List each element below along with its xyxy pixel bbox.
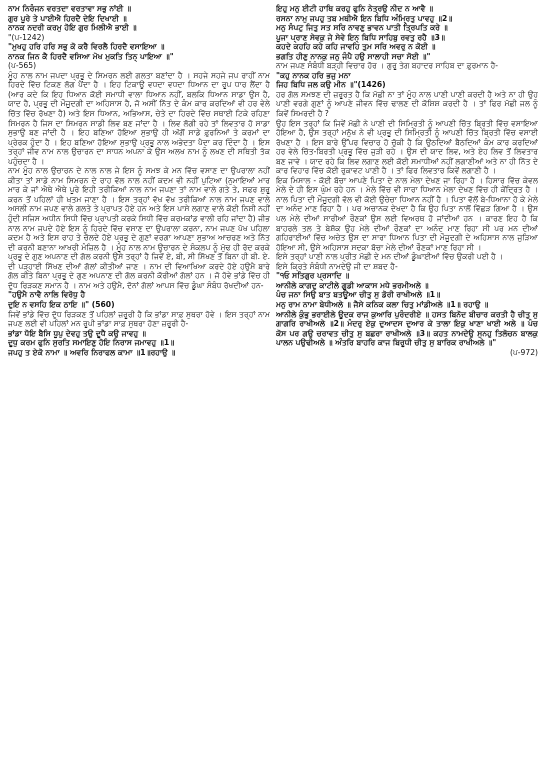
- verse-line: ਨਾਮ ਨਿਰੰਜਨ ਵਰਤਦਾ ਵਰਤਾਵਾ ਸਭੁ ਨਾਂਈ ॥: [8, 4, 132, 13]
- page-reference: (ਪ-972): [509, 347, 538, 357]
- paragraph: ਜਿਵੇਂ ਭਾਂਡੇ ਵਿੱਚ ਦੁੱਧ ਰਿੜਕਣ ਤੋਂ ਪਹਿਲਾਂ ਜ਼ਰੂਰੀ ਹੈ ਕਿ ਭਾਂਡਾ ਸਾਫ਼ ਸੁਥਰਾ ਹੋਵੇ । ਇਸ ਤਰ੍ਹਾਂ ਨਾਮ ਜਪਣ ਲਈ ਵੀ ਪਹਿਲਾਂ ਮਨ ਰੂਪੀ ਭਾਂਡਾ ਸਾਫ਼ ਸੁਥਰਾ ਹੋਣਾ ਜ਼ਰੂਰੀ ਹੈ-: [8, 309, 270, 329]
- paragraph: ਨਾਮ ਜਪਣ ਸੰਬੰਧੀ ਬੜ੍ਹੀ ਵਿਚਾਰ ਹੋਰ । ਗੁਰੂ ਤੇਗ ਬਹਾਦਰ ਸਾਹਿਬ ਦਾ ਫ਼ੁਰਮਾਨ ਹੈ-: [276, 61, 499, 71]
- verse-line: ਨਾਨਕ ਨਦਰੀ ਕਰਮੁ ਹੋਇ ਗੁਰ ਮਿਲੀਐ ਭਾਈ ॥: [8, 23, 137, 33]
- left-column: [8, 4, 270, 759]
- verse-line: ਦੁਇ ਨ ਵਸਹਿ ਇਕ ਠਾਇ ॥" (560): [8, 299, 115, 309]
- verse-line: ਮਨੁ ਸੰਪਟੁ ਜਿਤੁ ਸਤ ਸਰਿ ਨਾਵਣੁ ਭਾਵਨ ਪਾਤੀ ਤ੍ਰਿਪਤਿ ਕਰੇ ॥: [276, 23, 448, 33]
- paragraph: ਨਾਮ ਮੂੰਹ ਨਾਲ ਉਚਾਰਨ ਦੇ ਨਾਲ ਨਾਲ ਜੇ ਇਸ ਨੂੰ ਸਮਝ ਕੇ ਮਨ ਵਿੱਚ ਵਸਾਣ ਦਾ ਉਪਰਾਲਾ ਨਹੀਂ ਕੀਤਾ ਤਾਂ ਸਾਡੇ ਨਾਮ ਸਿਮਰਨ ਦੇ ਰਾਹ ਵੱਲ ਨਾਲ ਨਹੀਂ ਕਦਮ ਵੀ ਨਹੀਂ ਪੁਟਿਆ (ਨੁਮਾਇਆਂ ਮਾਰ ਮਾਰ ਕੇ ਜਾਂ ਐਥੇ ਐਥੇ ਪੂਰੇ ਇਹੀ ਤਰੀਕਿਆਂ ਨਾਲ ਨਾਮ ਜਪਣਾ ਤਾਂ ਨਾਮ ਵਾਲੇ ਗਤੇ ਤੇ, ਸਫਰ ਸ਼ੁਰੂ ਕਰਨ ਤੋਂ ਪਹਿਲਾਂ ਹੀ ਖ਼ਤਮ ਜਾਣਾ ਹੈ । ਇਸ ਤਰ੍ਹਾਂ ਵੱਖ ਵੱਖ ਤਰੀਕਿਆਂ ਨਾਲ ਨਾਮ ਜਪਣ ਵਾਲੇ ਅਸਲੀ ਨਾਮ ਜਪਣ ਵਾਲੇ ਗਲਤੇ ਤੇ ਪ੍ਰਾਪਤ ਹੋਏ ਹਨ ਅਤੇ ਇਸ ਪਾਸੇ ਲਗਾਣ ਵਾਲੇ ਕੋਈ ਨਿਸ਼ੀ ਨਹੀਂ ਹੁੰਦੀ ਸਜਿਸ ਅਧੀਨ ਸਿਧੀ ਵਿੱਚ ਪ੍ਰਾਪਤੀ ਕਰਕੇ ਸਿਧੀ ਵਿੱਚ ਕਰਮਕਾਂਡ ਵਾਲੀ ਰਹਿ ਜਾਂਦਾ ਹੈ) ਜੀਭ ਨਾਲ ਨਾਮ ਜਪਦੇ ਹੋਏ ਇਸ ਨੂੰ ਹਿਰਦੇ ਵਿੱਚ ਵਸਾਣ ਦਾ ਉਪਰਾਲਾ ਕਰਨਾ, ਨਾਮ ਜਪਣ ਪੱਖ ਪਹਿਲਾ ਕਦਮ ਹੈ ਅਤੇ ਇਸ ਰਾਹ ਤੇ ਚੱਲਦੇ ਹੋਏ ਪ੍ਰਭੂ ਦੇ ਗੁਣਾਂ ਵਰਗਾ ਆਪਣਾ ਸੁਭਾਅ ਆਚਰਣ ਅਤੇ ਨਿੱਤ ਦੀ ਕਰਨੀ ਬਣਾਨਾ ਆਖਰੀ ਮੰਜ਼ਿਲ ਹੈ । ਮੂੰਹ ਨਾਲ ਨਾਮ ਉਚਾਰਨ ਦੇ ਸੰਕਲਪ ਨੂੰ ਮੁੱਢ ਹੀ ਰੱਦ ਕਰਕੇ ਪ੍ਰਭੂ ਦੇ ਗੁਣ ਅਪਨਾਣ ਦੀ ਗੱਲ ਕਰਨੀ ਉਸੇ ਤਰ੍ਹਾਂ ਹੈ ਜਿਵੇਂ ਏ, ਬੀ, ਸੀ ਸਿੱਖਣ ਤੋਂ ਬਿਨਾ ਹੀ ਬੀ. ਏ. ਦੀ ਪੜ੍ਹਾਈ ਸਿੱਖਣ ਦੀਆਂ ਗੱਲਾਂ ਕੀਤੀਆਂ ਜਾਣ । ਨਾਮ ਦੀ ਵਿਆਖਿਆ ਕਰਦੇ ਹੋਏ ਹਉਮੈ ਬਾਰੇ ਗੱਲ ਕੀਤੇ ਬਿਨਾ ਪ੍ਰਭੂ ਦੇ ਗੁਣ ਅਪਨਾਣ ਦੀ ਗੱਲ ਕਰਨੀ ਕੋਰੀਆਂ ਗੱਲਾਂ ਹਨ । ਜੋ ਹੋਵੇ ਭਾਂਡੇ ਵਿੱਚ ਹੀ ਦੁੱਧ ਰਿੜਕਣ ਸਮਾਨ ਹੈ । ਨਾਮ ਅਤੇ ਹਉਮੈ, ਦੋਨਾਂ ਗੱਲਾਂ ਆਪਸ ਵਿੱਚ ਡੂੰਘਾ ਸੰਬੰਧ ਰੱਖਦੀਆਂ ਹਨ-: [8, 166, 270, 290]
- paragraph: ਇਕ ਮਿਸਾਲ - ਕੋਈ ਬੱਚਾ ਆਪਣੇ ਪਿਤਾ ਦੇ ਨਾਲ ਮੇਲਾ ਦੇਖਣ ਜਾ ਰਿਹਾ ਹੈ । ਹਿਸਾਰ ਵਿੱਚ ਕੇਵਲ ਮੇਲੇ ਦੇ ਹੀ ਇਸ ਘੁੰਮ ਰਹੇ ਹਨ । ਮੇਲੇ ਵਿੱਚ ਵੀ ਸਾਰਾ ਧਿਆਨ ਮੇਲਾ ਦੇਖਣ ਵਿੱਚ ਹੀ ਕੇਂਦ੍ਰਿਤ ਹੈ । ਨਾਲ ਪਿਤਾ ਦੀ ਮੌਜੂਦਗੀ ਵੱਲ ਵੀ ਕੋਈ ਉਚੇਚਾ ਧਿਆਨ ਨਹੀਂ ਹੈ । ਪਿਤਾ ਵੱਲੋਂ ਬੇ-ਧਿਆਨਾ ਹੋ ਕੇ ਮੇਲੇ ਦਾ ਅਨੰਦ ਮਾਣ ਰਿਹਾ ਹੈ । ਪਰ ਅਚਾਨਕ ਦੇਖਦਾ ਹੈ ਕਿ ਉਹ ਪਿਤਾ ਨਾਲੋਂ ਵਿੱਛੜ ਗਿਆ ਹੈ । ਉਸ ਪਲ ਮੇਲੇ ਦੀਆਂ ਸਾਰੀਆਂ ਰੌਣਕਾਂ ਉਸ ਲਈ ਵਿਅਰਥ ਹੋ ਜਾਂਦੀਆਂ ਹਨ । ਕਾਰਣ ਇਹ ਹੈ ਕਿ ਬਾਹਰਲੇ ਤਲ ਤੇ ਬੇਸ਼ੱਕ ਉਹ ਮੇਲੇ ਦੀਆਂ ਰੌਣਕਾਂ ਦਾ ਅਨੰਦ ਮਾਣ ਰਿਹਾ ਸੀ ਪਰ ਮਨ ਦੀਆਂ ਗਹਿਰਾਈਆਂ ਵਿੱਚ ਅਚੇਤ ਉਸ ਦਾ ਸਾਰਾ ਧਿਆਨ ਪਿਤਾ ਦੀ ਮੌਜੂਦਗੀ ਦੇ ਅਹਿਸਾਸ ਨਾਲ ਜੁੜਿਆ ਹੋਇਆ ਸੀ, ਉਸੇ ਅਹਿਸਾਸ ਸਦਕਾ ਬੱਚਾ ਮੇਲੇ ਦੀਆਂ ਰੌਣਕਾਂ ਮਾਣ ਰਿਹਾ ਸੀ ।: [276, 175, 538, 252]
- verse-line: "੧ਓ ਸਤਿਗੁਰ ਪ੍ਰਸਾਦਿ ॥: [276, 271, 350, 281]
- verse-line: ਮਨੁ ਰਾਮ ਨਾਮਾ ਬੇਧੀਅਲੇ ॥ ਜੈਸੇ ਕਨਿਕ ਕਲਾ ਚਿਤੁ ਮਾਂਡੀਅਲੇ ॥1॥ ਰਹਾਉ ॥: [276, 299, 489, 309]
- page-reference: "(ਪ-1242): [8, 32, 45, 42]
- paragraph: ਹਰ ਗੱਲ ਸਮਝਣ ਦੀ ਜ਼ਰੂਰਤ ਹੈ ਕਿ ਮੱਛੀ ਨਾ ਤਾਂ ਮੂੰਹ ਨਾਲ ਪਾਣੀ ਪਾਣੀ ਕਰਦੀ ਹੈ ਅਤੇ ਨਾ ਹੀ ਉਹ ਪਾਣੀ ਵਰਗੇ ਗੁਣਾਂ ਨੂੰ ਆਪਣੇ ਜੀਵਨ ਵਿੱਚ ਢਾਲਣ ਦੀ ਕੋਸ਼ਿਸ਼ ਕਰਦੀ ਹੈ । ਤਾਂ ਫਿਰ ਮੱਛੀ ਜਲ ਨੂੰ ਕਿਵੇਂ ਸਿਮਰਦੀ ਹੈ ?: [276, 89, 538, 119]
- verse-line: ਪੰਚ ਜਨਾ ਸਿਉ ਬਾਤ ਬਤਊਆ ਚੀਤੁ ਸੁ ਡੋਰੀ ਰਾਖੀਅਲੇ ॥1॥: [276, 290, 441, 300]
- verse-line: ਰਸਨਾ ਨਾਮੁ ਜਪਹੁ ਤਬ ਮਥੀਐ ਇਨ ਬਿਧਿ ਅੰਮ੍ਰਿਤੁ ਪਾਵਹੁ ॥2॥: [276, 13, 453, 23]
- verse-line: ਜਿਹ ਬਿਧਿ ਜਲ ਕਉ ਮੀਨ ॥"(1426): [276, 80, 386, 90]
- verse-line: ਕਹਦੇ ਕਹਹਿ ਕਹੇ ਕਹਿ ਜਾਵਹਿ ਤੁਮ ਸਰਿ ਅਵਰੁ ਨ ਕੋਈ ॥: [276, 42, 436, 52]
- paragraph: ਇਸੇ ਤਰ੍ਹਾਂ ਪਾਣੀ ਨਾਲ ਪ੍ਰੀਤ ਮੱਛੀ ਦੇ ਮਨ ਦੀਆਂ ਡੂੰਘਾਈਆਂ ਵਿੱਚ ਉਕਰੀ ਪਈ ਹੈ ।: [276, 252, 504, 262]
- verse-line: ਭਾਂਡਾ ਧੋਇ ਬੈਸਿ ਧੂਪੁ ਦੇਵਹੁ ਤਉ ਦੂਧੈ ਕਉ ਜਾਵਹੁ ॥: [8, 328, 146, 338]
- verse-line: ਗੁਰ ਪੂਰੇ ਤੇ ਪਾਈਐ ਹਿਰਦੈ ਦੇਇ ਦਿਖਾਈ ॥: [8, 13, 127, 23]
- verse-line: ਇਹੁ ਮਨੁ ਈਟੀ ਹਾਥਿ ਕਰਹੁ ਫੁਨਿ ਨੇਤ੍ਰਉ ਨੀਦ ਨ ਆਵੈ ॥: [276, 4, 434, 13]
- verse-line: ਆਨੀਲੇ ਕੁੰਭੁ ਭਰਾਈਲੇ ਊਦਕ ਰਾਜ ਕੁਆਰਿ ਪੁਰੰਦਰੀਏ ॥ ਹਸਤ ਬਿਨੋਦ ਬੀਚਾਰ ਕਰਤੀ ਹੈ ਚੀਤੁ ਸੁ ਗਾਗਰਿ ਰਾਖੀਅਲੇ ॥2॥ ਮੰਦਰੁ ਏਕੁ ਦੁਆਦਸ ਦੁਆਰ ਕੇ ਤਾਲਾ ਇਕੁ ਖਾਣਾ ਖਾਈ ਅਲੇ ॥ ਪੰਚ ਕੋਸ ਪਰ ਗਉ ਚਰਾਵਤ ਚੀਤੁ ਸੁ ਬਛਰਾ ਰਾਖੀਅਲੇ ॥3॥ ਕਹਤ ਨਾਮਦੇਉ ਸੁਨਹੁ ਤਿਲੋਚਨ ਬਾਲਕੁ ਪਾਲਨ ਪਉਢੀਅਲੇ ॥ ਅੰਤਰਿ ਬਾਹਰਿ ਕਾਜ ਬਿਰੂਧੀ ਚੀਤੁ ਸੁ ਬਾਰਿਕ ਰਾਖੀਅਲੇ ॥": [276, 309, 538, 348]
- verse-line: ਆਨੀਲੇ ਕਾਗਦੁ ਕਾਟੀਲੇ ਗੂਡੀ ਆਕਾਸ ਮਧੇ ਭਰਮੀਅਲੇ ॥: [276, 280, 429, 290]
- verse-line: "ਹਉਮੈ ਨਾਵੈ ਨਾਲਿ ਵਿਰੋਧੁ ਹੈ: [8, 290, 86, 300]
- page-reference: (ਪ-565): [8, 61, 37, 71]
- verse-line: ਪੂਜਾ ਪ੍ਰਾਣ ਸੇਵਕੁ ਜੇ ਸੇਵੇ ਇਨ੍ ਬਿਧਿ ਸਾਹਿਬੁ ਰਵਤੁ ਰਹੈ ॥3॥: [276, 32, 445, 42]
- paragraph: ਇਸੇ ਕ੍ਰਿਤੇ ਸੰਬੰਧੀ ਨਾਮਦੇਉ ਜੀ ਦਾ ਸ਼ਬਦ ਹੈ-: [276, 261, 398, 271]
- paragraph: ਉਹ ਇਸ ਤਰ੍ਹਾਂ ਕਿ ਜਿਵੇਂ ਮੱਛੀ ਨੇ ਪਾਣੀ ਦੀ ਸਿਮ੍ਰਿਤੀ ਨੂੰ ਆਪਣੀ ਚਿੱਤ ਬ੍ਰਿਤੀ ਵਿੱਚ ਵਸਾਇਆ ਹੋਇਆ ਹੈ, ਉਸ ਤਰ੍ਹਾਂ ਮਨੁੱਖ ਨੇ ਵੀ ਪ੍ਰਭੂ ਦੀ ਸਿਮ੍ਰਿਤੀ ਨੂੰ ਆਪਣੀ ਚਿੱਤ ਬ੍ਰਿਤੀ ਵਿੱਚ ਵਸਾਈ ਰੱਖਣਾ ਹੈ । ਇਸ ਬਾਰੇ ਉੱਪਰ ਵਿਚਾਰ ਹੋ ਚੁੱਕੀ ਹੈ ਕਿ ਉਠਦਿਆਂ ਬੈਠਦਿਆਂ ਕੰਮ ਕਾਰ ਕਰਦਿਆਂ ਹਰ ਵੇਲੇ ਚਿੱਤ-ਬਿਰਤੀ ਪ੍ਰਭੂ ਵਿੱਚ ਜੁੜੀ ਰਹੇ । ਉਸ ਦੀ ਯਾਦ ਲਿਵ, ਅਤੇ ਏਹ ਲਿਵ ਤੋਂ ਲਿਵਤਾਰ ਬਣ ਜਾਵੇ । ਯਾਦ ਰਹੇ ਕਿ ਲਿਵ ਲਗਾਣ ਲਈ ਕੋਈ ਸਮਾਧੀਆਂ ਨਹੀਂ ਲਗਾਣੀਆਂ ਅਤੇ ਨਾ ਹੀ ਨਿੱਤ ਦੇ ਕਾਰ ਵਿਹਾਰ ਵਿੱਚ ਕੋਈ ਰੁਕਾਵਟ ਪਾਣੀ ਹੈ । ਤਾਂ ਫਿਰ ਲਿਵਤਾਰ ਕਿਵੇਂ ਲਗਾਣੀ ਹੈ ।: [276, 118, 538, 176]
- verse-line: "ਮੁਖਹੁ ਹਰਿ ਹਰਿ ਸਭੁ ਕੋ ਕਰੈ ਵਿਰਲੈ ਹਿਰਦੈ ਵਸਾਇਆ ॥: [8, 42, 165, 52]
- verse-line: ਭਗਤਿ ਹੀਣੁ ਨਾਨਕੁ ਜਨੁ ਜੰਪੈ ਹਉ ਸਾਲਾਹੀ ਸਚਾ ਸੋਈ ॥": [276, 51, 431, 61]
- verse-line: ਦੂਧੁ ਕਰਮ ਫੁਨਿ ਸੁਰਤਿ ਸਮਾਇਣੁ ਹੋਇ ਨਿਰਾਸ ਜਮਾਵਹੁ ॥1॥: [8, 338, 175, 348]
- right-column: [276, 4, 538, 759]
- verse-line: ਜਪਹੁ ਤ ਏਕੋ ਨਾਮਾ ॥ ਅਵਰਿ ਨਿਰਾਫਲ ਕਾਮਾ ॥1॥ਰਹਾਉ ॥: [8, 347, 176, 357]
- verse-line: "ਕਹੁ ਨਾਨਕ ਹਰਿ ਭਜੁ ਮਨਾ: [276, 70, 351, 80]
- paragraph: ਮੂੰਹ ਨਾਲ ਨਾਮ ਜਪਦਾ ਪ੍ਰਭੂ ਦੇ ਸਿਮਰਨ ਲਈ ਗਲਤਾ ਬਣਾਂਦਾ ਹੈ । ਸਹਜੇ ਸਹਜੇ ਜਪ ਰਾਹੀਂ ਨਾਮ ਹਿਰਦੇ ਵਿੱਚ ਟਿਕਣ ਲੱਗ ਪੈਂਦਾ ਹੈ । ਇਹ ਟਿਕਾਊ ਵਧਦਾ ਵਧਦਾ ਧਿਆਨ ਦਾ ਰੂਪ ਧਾਰ ਲੈਂਦਾ ਹੈ (ਆਰ ਕਦੇ ਕਿ ਇਹ ਧਿਆਨ ਕੋਈ ਸਮਾਧੀ ਵਾਲਾ ਧਿਆਨ ਨਹੀਂ, ਬਲਕਿ ਧਿਆਨ ਸਾਡਾ ਉਸ ਹੈ, ਯਾਦ ਹੈ, ਪ੍ਰਭੂ ਦੀ ਮੌਜੂਦਗੀ ਦਾ ਅਹਿਸਾਸ ਹੈ, ਜੋ ਅਸੀਂ ਨਿੱਤ ਦੇ ਕੰਮ ਕਾਰ ਕਰਦਿਆਂ ਵੀ ਹਰ ਵੇਲੇ ਚਿੱਤ ਵਿੱਚ ਰੱਖਣਾ ਹੈ) ਅਤੇ ਇਸ ਧਿਆਨ, ਅਭਿਆਸ, ਚੇਤੇ ਦਾ ਹਿਰਦੇ ਵਿੱਚ ਸਥਾਈ ਟਿਕੇ ਰਹਿਣਾ ਸਿਮਰਨ ਹੈ ਜਿਸ ਦਾ ਸਿਮਰਨ ਸਾਡੀ ਲਿਵ ਬਣ ਜਾਂਦਾ ਹੈ । ਲਿਵ ਲੱਗੀ ਰਹੇ ਤਾਂ ਲਿਵਤਾਰ ਹੋ ਸਾਡਾ ਸੁਭਾਉ ਬਣ ਜਾਂਦੀ ਹੈ । ਇਹ ਬਣਿਆ ਹੋਇਆ ਸੁਭਾਉ ਹੀ ਅੱਗੋਂ ਸਾਡੇ ਫ਼ੁਰਨਿਆਂ ਤੇ ਕਰਮਾਂ ਦਾ ਪ੍ਰੇਰਕ ਹੁੰਦਾ ਹੈ । ਇਹ ਬਣਿਆ ਹੋਇਆ ਸੁਭਾਉ ਪ੍ਰਭੂ ਨਾਲ ਅਭੇਦਤਾ ਪੈਦਾ ਕਰ ਦਿੰਦਾ ਹੈ । ਇਸ ਤਰ੍ਹਾਂ ਜੀਵ ਨਾਮ ਨਾਲ ਉਚਾਰਨ ਦਾ ਸਾਧਨ ਅਪਨਾ ਕੇ ਉਸ ਅਲਖ ਨਾਮ ਨੂੰ ਲਖਣ ਦੀ ਸਥਿਤੀ ਤੱਕ ਪਹੁੰਚਦਾ ਹੈ ।: [8, 70, 270, 166]
- verse-line: ਨਾਨਕ ਜਿਨ ਕੈ ਹਿਰਦੈ ਵਸਿਆ ਮੋਖ ਮੁਕਤਿ ਤਿਨ੍ ਪਾਇਆ ॥": [8, 51, 174, 61]
